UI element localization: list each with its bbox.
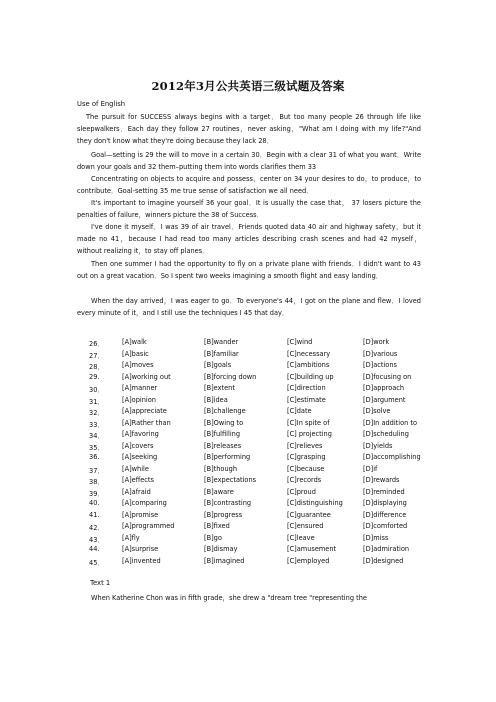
option-row: 42． [A]programmed [B]fixed [C]ensured [D]comforted <box>89 522 408 532</box>
option-row: 33． [A]Rather than [B]Owing to [C]In spite of [D]In addition to <box>89 418 418 429</box>
option-row: 30． [A]manner [B]extent [C]direction [D]approach <box>89 384 405 394</box>
option-row: 26． [A]walk [B]wander [C]wind [D]work <box>89 338 390 348</box>
section-heading-use-of-english: Use of English <box>77 100 126 108</box>
option-row: 40. [A]comparing [B]contrasting [C]distinguishing [D]displaying <box>89 499 407 507</box>
option-row: 27． [A]basic [B]familiar [C]necessary [D]various <box>89 349 398 360</box>
text1-first-line: When Katherine Chon was in fifth grade，she drew a "dream tree "representing the <box>91 594 367 602</box>
option-row: 45． [A]invented [B]imagined [C]employed [D]designed <box>89 556 404 567</box>
option-row: 29. [A]working out [B]forcing down [C]building up [D]focusing on <box>89 372 412 381</box>
option-row: 43． [A]fly [B]go [C]leave [D]miss <box>89 533 389 544</box>
page-title: 2012年3月公共英语三级试题及答案 <box>151 79 345 93</box>
section-heading-text-1: Text 1 <box>90 579 111 587</box>
paragraph-7: When the day arrived，I was eager to go．To everyone's 44，I got on the plane and flew．I loved every minute of it，and I still use the techniques I 45 that day． <box>77 297 421 317</box>
option-row: 36. [A]seeking [B]performing [C]grasping [D]accomplishing <box>89 453 421 461</box>
option-row: 37． [A]while [B]though [C]because [D]if <box>89 464 378 475</box>
paragraph-5: I've done it myself．I was 39 of air travel．Friends quoted data 40 air and highway safety，but it made no 41，because I had read too many articles describing crash scenes and had 42 myself，without realizing it，to stay off planes． <box>77 223 421 255</box>
paragraph-4: It's important to imagine yourself 36 your goal．It is usually the case that， 37 losers picture the penalties of failure，winners picture the 38 of Success． <box>77 199 421 219</box>
option-row: 28． [A]moves [B]goals [C]ambitions [D]actions <box>89 361 397 371</box>
paragraph-6: Then one summer I had the opportunity to fly on a private plane with friends．I didn't want to 43 out on a great vacation．So I spent two weeks imagining a smooth flight and easy landing． <box>77 260 421 280</box>
option-row: 41. [A]promise [B]progress [C]guarantee [D]difference <box>89 510 407 519</box>
paragraph-3: Concentrating on objects to acquire and possess，center on 34 your desires to do，to produce，to contribute．Goal-setting 35 me true sense of satisfaction we all need． <box>77 175 421 195</box>
option-row: 39． [A]afraid [B]aware [C]proud [D]reminded <box>89 487 405 498</box>
option-row: 38． [A]effects [B]expectations [C]records [D]rewards <box>89 476 400 486</box>
paragraph-2: Goal—setting is 29 the will to move in a certain 30．Begin with a clear 31 of what you want．Write down your goals and 32 them–putting them into words clarifies them 33 <box>77 151 421 171</box>
answer-options-table <box>77 338 423 568</box>
paragraph-1: The pursuit for SUCCESS always begins with a target．But too many people 26 through life like sleepwalkers．Each day they follow 27 routines，never asking，"What am I doing with my life?"And they don't know what they're doing because they lack 28． <box>77 113 421 145</box>
option-row: 31． [A]opinion [B]idea [C]estimate [D]argument <box>89 395 406 406</box>
option-row: 44. [A]surprise [B]dismay [C]amusement [D]admiration <box>89 545 410 553</box>
option-row: 32． [A]appreciate [B]challenge [C]date [D]solve <box>89 407 391 417</box>
option-row: 35． [A]covers [B]releases [C]relieves [D]yields <box>89 441 393 452</box>
option-row: 34． [A]favoring [B]fulfilling [C] projecting [D]scheduling <box>89 430 409 440</box>
